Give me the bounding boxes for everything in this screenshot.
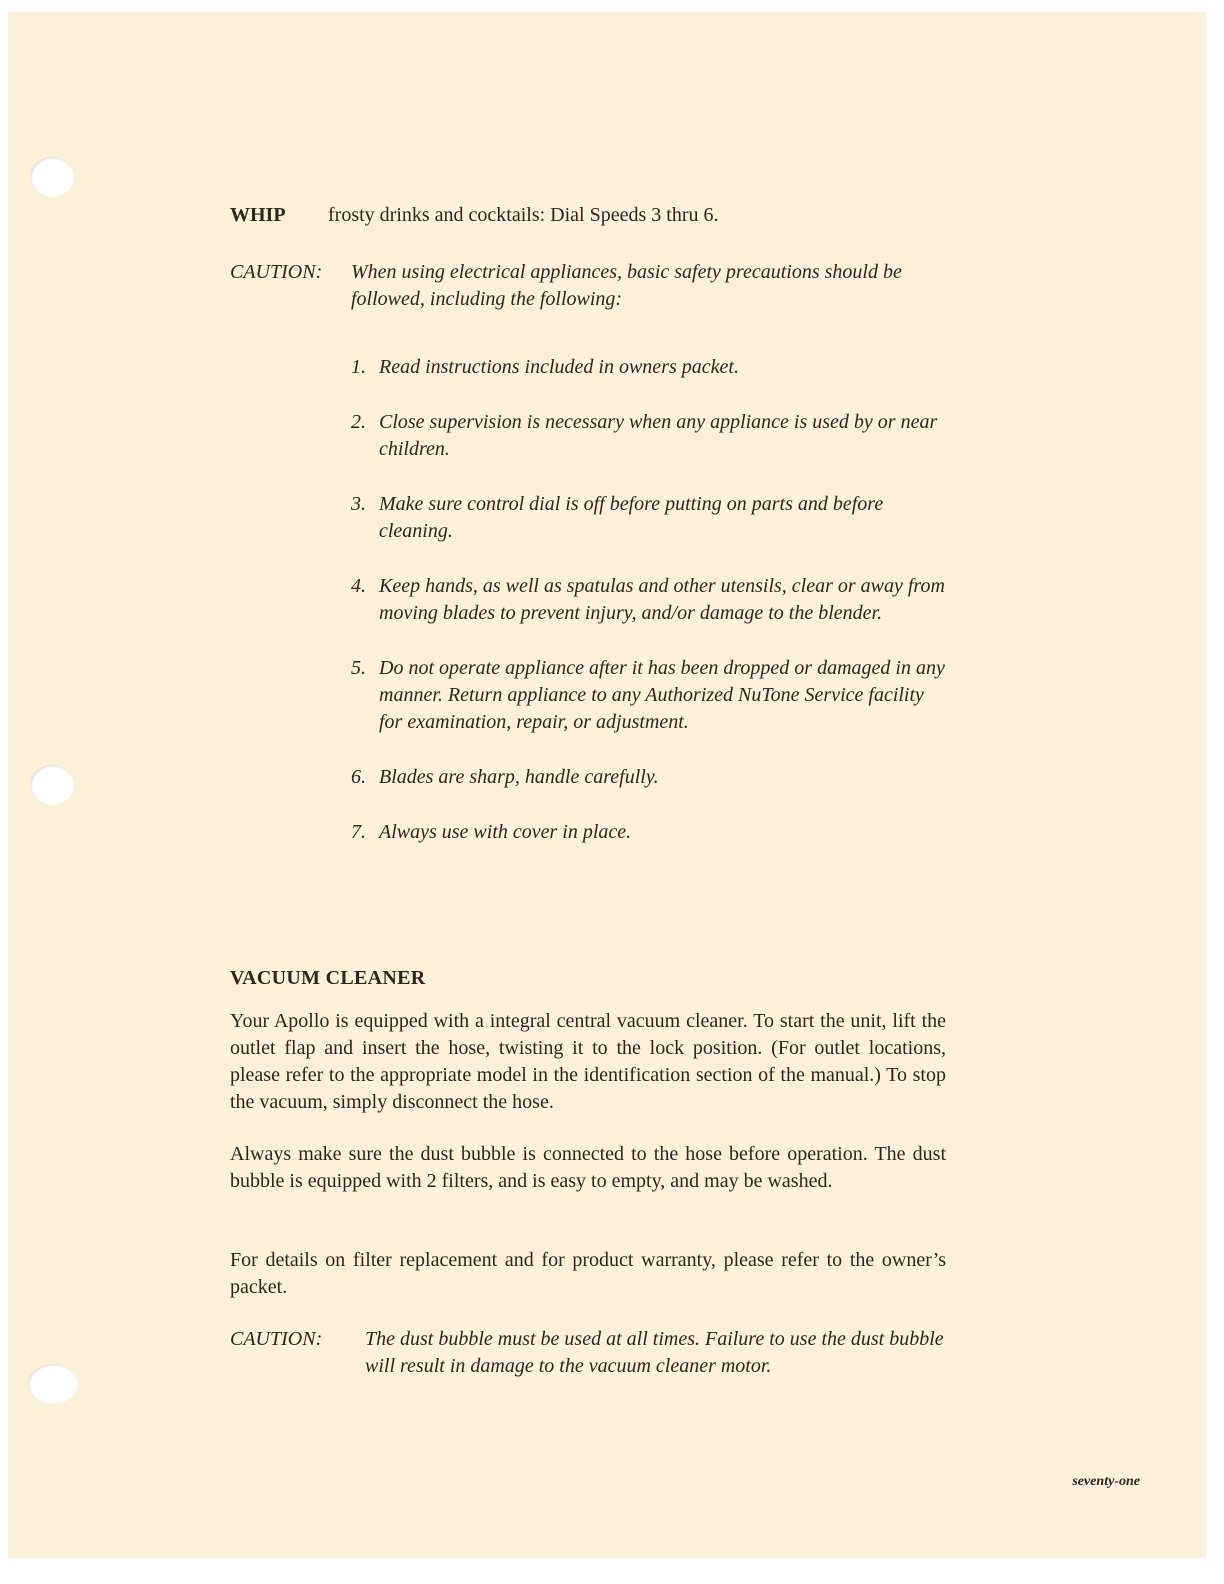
list-item-text: Always use with cover in place. — [379, 821, 632, 843]
list-item — [351, 764, 947, 791]
caution-block-appliances — [230, 259, 950, 313]
vacuum-paragraph-warranty: For details on filter replacement and for product warranty, please refer to the owner’s packet. — [230, 1249, 946, 1298]
binder-hole-middle — [30, 765, 74, 805]
list-item — [351, 819, 947, 846]
list-item — [351, 655, 947, 736]
list-item-text: Blades are sharp, handle carefully. — [379, 766, 659, 788]
list-item — [351, 354, 947, 381]
list-item-text: Make sure control dial is off before putting on parts and before cleaning. — [379, 493, 884, 542]
list-item-number: 3. — [351, 493, 366, 515]
page-number: seventy-one — [1072, 1474, 1140, 1489]
list-item-number: 6. — [351, 766, 366, 788]
binder-hole-bottom — [28, 1364, 78, 1404]
list-item-text: Close supervision is necessary when any appliance is used by or near children. — [379, 411, 938, 460]
caution-block-dust-bubble — [230, 1326, 946, 1380]
whip-line — [230, 204, 719, 227]
whip-text: frosty drinks and cocktails: Dial Speeds 3 thru 6. — [328, 204, 719, 226]
list-item-text: Keep hands, as well as spatulas and other utensils, clear or away from moving blades to prevent injury, and/or damage to the blender. — [379, 575, 945, 624]
caution-label: CAUTION: — [230, 1328, 323, 1350]
safety-precautions-list — [351, 354, 947, 874]
list-item — [351, 409, 947, 463]
caution-text: The dust bubble must be used at all times. Failure to use the dust bubble will result in damage to the vacuum cleaner motor. — [365, 1328, 944, 1377]
caution-label: CAUTION: — [230, 261, 323, 283]
section-heading-vacuum: VACUUM CLEANER — [230, 967, 426, 989]
binder-hole-top — [30, 157, 74, 197]
list-item-number: 7. — [351, 821, 366, 843]
caution-text: When using electrical appliances, basic safety precautions should be followed, including the following: — [351, 261, 902, 310]
list-item — [351, 573, 947, 627]
whip-label: WHIP — [230, 204, 286, 226]
list-item-number: 5. — [351, 657, 366, 679]
list-item-text: Do not operate appliance after it has been dropped or damaged in any manner. Return appliance to any Authorized NuTone Service facility for examination, repair, or adjustment. — [379, 657, 945, 733]
list-item — [351, 491, 947, 545]
list-item-number: 4. — [351, 575, 366, 597]
list-item-number: 1. — [351, 356, 366, 378]
document-page — [8, 12, 1206, 1558]
list-item-text: Read instructions included in owners packet. — [379, 356, 739, 378]
vacuum-paragraph-intro: Your Apollo is equipped with a integral central vacuum cleaner. To start the unit, lift the outlet flap and insert the hose, twisting it to the lock position. (For outlet locations, please refer to the appropriate model in the identification section of the manual.) To stop the vacuum, simply disconnect the hose. — [230, 1010, 946, 1113]
list-item-number: 2. — [351, 411, 366, 433]
vacuum-paragraph-dust-bubble: Always make sure the dust bubble is connected to the hose before operation. The dust bubble is equipped with 2 filters, and is easy to empty, and may be washed. — [230, 1143, 946, 1192]
